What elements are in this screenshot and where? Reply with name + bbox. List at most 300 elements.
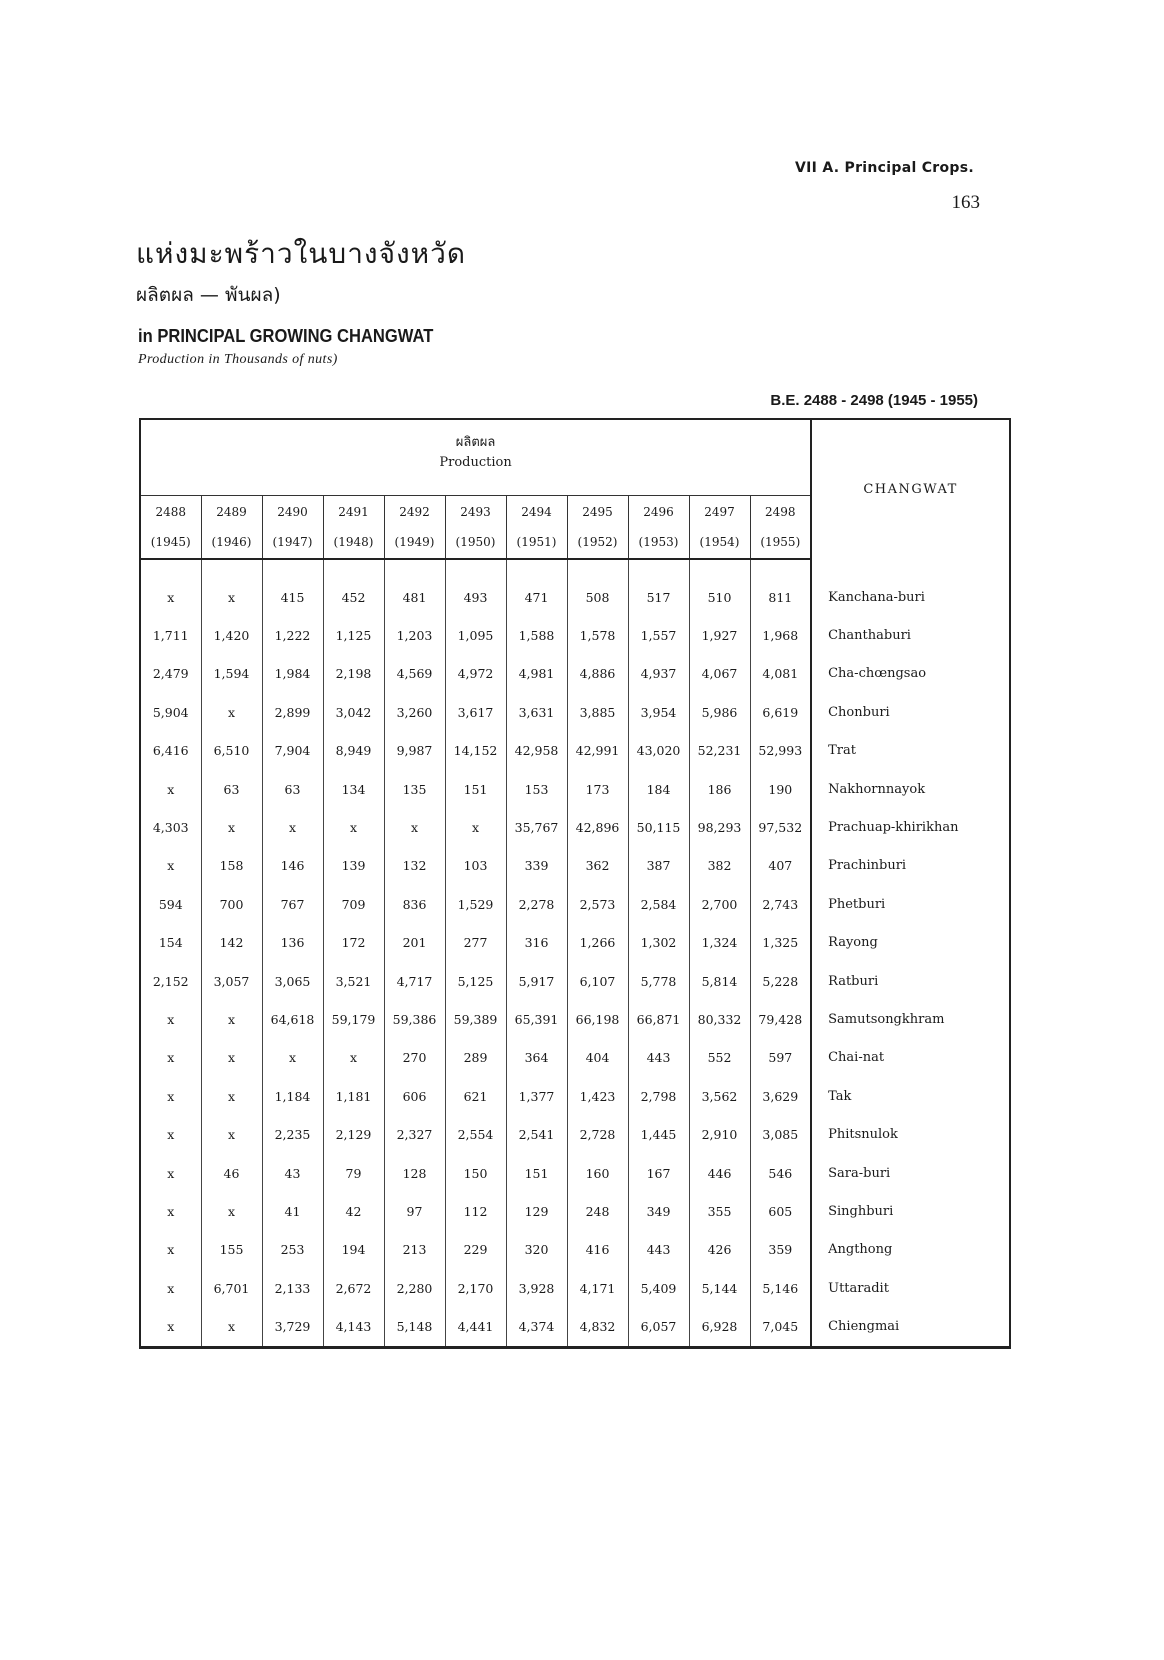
value-cell: 52,231 (689, 732, 750, 770)
year-header (750, 496, 811, 560)
table-row (140, 808, 1010, 846)
value-cell: 2,554 (445, 1115, 506, 1153)
value-cell: x (201, 1115, 262, 1153)
value-cell: 3,521 (323, 962, 384, 1000)
year-ce: (1952) (577, 535, 618, 549)
changwat-name: Phitsnulok (811, 1115, 1010, 1153)
value-cell: 8,949 (323, 732, 384, 770)
value-cell: 443 (628, 1231, 689, 1269)
table-row (140, 770, 1010, 808)
year-ce: (1954) (699, 535, 740, 549)
value-cell: x (140, 578, 201, 616)
value-cell: 517 (628, 578, 689, 616)
value-cell: 4,717 (384, 962, 445, 1000)
changwat-name: Prachinburi (811, 847, 1010, 885)
value-cell: 597 (750, 1039, 811, 1077)
value-cell: 6,416 (140, 732, 201, 770)
year-header (262, 496, 323, 560)
value-cell: 355 (689, 1192, 750, 1230)
value-cell: 605 (750, 1192, 811, 1230)
value-cell: 2,278 (506, 885, 567, 923)
year-header (506, 496, 567, 560)
value-cell: 1,445 (628, 1115, 689, 1153)
value-cell: 4,303 (140, 808, 201, 846)
value-cell: x (140, 1039, 201, 1077)
value-cell: 98,293 (689, 808, 750, 846)
value-cell: 2,327 (384, 1115, 445, 1153)
value-cell: 3,617 (445, 693, 506, 731)
value-cell: 3,085 (750, 1115, 811, 1153)
value-cell: 194 (323, 1231, 384, 1269)
english-subtitle: Production in Thousands of nuts) (138, 352, 338, 367)
value-cell: 151 (445, 770, 506, 808)
spacer-cell (384, 559, 445, 578)
value-cell: 2,198 (323, 655, 384, 693)
value-cell: x (262, 1039, 323, 1077)
value-cell: 3,954 (628, 693, 689, 731)
value-cell: 186 (689, 770, 750, 808)
value-cell: 97,532 (750, 808, 811, 846)
value-cell: 359 (750, 1231, 811, 1269)
value-cell: 4,441 (445, 1307, 506, 1347)
changwat-name: Tak (811, 1077, 1010, 1115)
value-cell: 277 (445, 924, 506, 962)
changwat-name: Sara-buri (811, 1154, 1010, 1192)
changwat-name: Samutsongkhram (811, 1000, 1010, 1038)
value-cell: 153 (506, 770, 567, 808)
spacer-cell (567, 559, 628, 578)
value-cell: 150 (445, 1154, 506, 1192)
value-cell: 65,391 (506, 1000, 567, 1038)
spacer-cell (811, 559, 1010, 578)
value-cell: 129 (506, 1192, 567, 1230)
value-cell: 9,987 (384, 732, 445, 770)
changwat-name: Chonburi (811, 693, 1010, 731)
table-row (140, 1039, 1010, 1077)
year-be: 2488 (155, 505, 187, 519)
value-cell: 546 (750, 1154, 811, 1192)
value-cell: 3,629 (750, 1077, 811, 1115)
value-cell: 160 (567, 1154, 628, 1192)
year-header (689, 496, 750, 560)
value-cell: 362 (567, 847, 628, 885)
value-cell: 700 (201, 885, 262, 923)
year-header (201, 496, 262, 560)
value-cell: 4,981 (506, 655, 567, 693)
value-cell: 80,332 (689, 1000, 750, 1038)
year-be: 2495 (582, 505, 613, 519)
value-cell: 41 (262, 1192, 323, 1230)
value-cell: 594 (140, 885, 201, 923)
value-cell: 1,529 (445, 885, 506, 923)
value-cell: 184 (628, 770, 689, 808)
value-cell: x (140, 1154, 201, 1192)
value-cell: 1,711 (140, 616, 201, 654)
value-cell: 709 (323, 885, 384, 923)
value-cell: 154 (140, 924, 201, 962)
changwat-name: Uttaradit (811, 1269, 1010, 1307)
value-cell: 42,896 (567, 808, 628, 846)
value-cell: 52,993 (750, 732, 811, 770)
production-header-thai: ผลิตผล (455, 435, 496, 450)
value-cell: 4,832 (567, 1307, 628, 1347)
year-header (384, 496, 445, 560)
changwat-name: Ratburi (811, 962, 1010, 1000)
value-cell: 552 (689, 1039, 750, 1077)
value-cell: 2,133 (262, 1269, 323, 1307)
value-cell: 6,619 (750, 693, 811, 731)
value-cell: 349 (628, 1192, 689, 1230)
value-cell: 158 (201, 847, 262, 885)
value-cell: 167 (628, 1154, 689, 1192)
year-ce: (1945) (150, 535, 191, 549)
value-cell: 2,152 (140, 962, 201, 1000)
value-cell: 6,057 (628, 1307, 689, 1347)
value-cell: 5,778 (628, 962, 689, 1000)
value-cell: 1,302 (628, 924, 689, 962)
changwat-name: Rayong (811, 924, 1010, 962)
value-cell: 836 (384, 885, 445, 923)
year-ce: (1949) (394, 535, 435, 549)
value-cell: 510 (689, 578, 750, 616)
value-cell: 4,937 (628, 655, 689, 693)
period-label: B.E. 2488 - 2498 (1945 - 1955) (770, 392, 978, 409)
spacer-cell (750, 559, 811, 578)
production-header (140, 419, 811, 496)
value-cell: 5,146 (750, 1269, 811, 1307)
table-row (140, 1000, 1010, 1038)
value-cell: 364 (506, 1039, 567, 1077)
value-cell: 3,885 (567, 693, 628, 731)
value-cell: 1,125 (323, 616, 384, 654)
value-cell: x (201, 1000, 262, 1038)
value-cell: 621 (445, 1077, 506, 1115)
changwat-name: Kanchana-buri (811, 578, 1010, 616)
value-cell: 3,729 (262, 1307, 323, 1347)
value-cell: 151 (506, 1154, 567, 1192)
production-table (139, 418, 1011, 1349)
value-cell: 35,767 (506, 808, 567, 846)
value-cell: x (201, 1077, 262, 1115)
value-cell: 426 (689, 1231, 750, 1269)
value-cell: 471 (506, 578, 567, 616)
value-cell: 79 (323, 1154, 384, 1192)
value-cell: 1,266 (567, 924, 628, 962)
changwat-name: Chanthaburi (811, 616, 1010, 654)
value-cell: 59,389 (445, 1000, 506, 1038)
value-cell: 5,986 (689, 693, 750, 731)
value-cell: 63 (262, 770, 323, 808)
value-cell: 404 (567, 1039, 628, 1077)
value-cell: 43,020 (628, 732, 689, 770)
value-cell: 6,928 (689, 1307, 750, 1347)
value-cell: 1,222 (262, 616, 323, 654)
value-cell: 4,972 (445, 655, 506, 693)
value-cell: x (140, 1077, 201, 1115)
value-cell: 6,510 (201, 732, 262, 770)
value-cell: x (201, 578, 262, 616)
value-cell: 42,991 (567, 732, 628, 770)
value-cell: x (262, 808, 323, 846)
table-row (140, 1077, 1010, 1115)
value-cell: x (140, 1000, 201, 1038)
value-cell: x (140, 770, 201, 808)
value-cell: 1,557 (628, 616, 689, 654)
changwat-name: Trat (811, 732, 1010, 770)
value-cell: 59,179 (323, 1000, 384, 1038)
changwat-header: CHANGWAT (811, 419, 1010, 559)
value-cell: 7,904 (262, 732, 323, 770)
year-be: 2496 (643, 505, 674, 519)
value-cell: 5,148 (384, 1307, 445, 1347)
value-cell: x (140, 1231, 201, 1269)
value-cell: 42 (323, 1192, 384, 1230)
table-row (140, 847, 1010, 885)
thai-subtitle: ผลิตผล — พันผล) (136, 284, 281, 306)
value-cell: 63 (201, 770, 262, 808)
table-row (140, 693, 1010, 731)
spacer-cell (140, 559, 201, 578)
value-cell: x (140, 847, 201, 885)
value-cell: 135 (384, 770, 445, 808)
value-cell: 3,631 (506, 693, 567, 731)
value-cell: 452 (323, 578, 384, 616)
year-be: 2491 (338, 505, 369, 519)
value-cell: 320 (506, 1231, 567, 1269)
spacer-cell (628, 559, 689, 578)
value-cell: 5,917 (506, 962, 567, 1000)
value-cell: x (201, 1307, 262, 1347)
value-cell: 2,584 (628, 885, 689, 923)
value-cell: 42,958 (506, 732, 567, 770)
value-cell: 2,129 (323, 1115, 384, 1153)
value-cell: 43 (262, 1154, 323, 1192)
value-cell: 59,386 (384, 1000, 445, 1038)
value-cell: 316 (506, 924, 567, 962)
value-cell: 2,700 (689, 885, 750, 923)
value-cell: 606 (384, 1077, 445, 1115)
changwat-name: Prachuap-khirikhan (811, 808, 1010, 846)
value-cell: 5,228 (750, 962, 811, 1000)
value-cell: 134 (323, 770, 384, 808)
value-cell: x (323, 808, 384, 846)
value-cell: 1,095 (445, 616, 506, 654)
year-be: 2492 (399, 505, 430, 519)
changwat-name: Phetburi (811, 885, 1010, 923)
value-cell: 5,904 (140, 693, 201, 731)
year-be: 2490 (277, 505, 308, 519)
value-cell: 3,065 (262, 962, 323, 1000)
section-heading: VII A. Principal Crops. (795, 160, 974, 176)
value-cell: 4,067 (689, 655, 750, 693)
changwat-name: Angthong (811, 1231, 1010, 1269)
value-cell: 14,152 (445, 732, 506, 770)
value-cell: 2,798 (628, 1077, 689, 1115)
year-header (323, 496, 384, 560)
value-cell: 407 (750, 847, 811, 885)
value-cell: 3,562 (689, 1077, 750, 1115)
value-cell: 416 (567, 1231, 628, 1269)
changwat-name: Cha-chœngsao (811, 655, 1010, 693)
value-cell: 3,042 (323, 693, 384, 731)
value-cell: 6,107 (567, 962, 628, 1000)
value-cell: 493 (445, 578, 506, 616)
value-cell: x (384, 808, 445, 846)
table-row (140, 1269, 1010, 1307)
value-cell: x (140, 1115, 201, 1153)
table-row (140, 655, 1010, 693)
value-cell: 1,578 (567, 616, 628, 654)
value-cell: 66,871 (628, 1000, 689, 1038)
value-cell: 7,045 (750, 1307, 811, 1347)
year-header (628, 496, 689, 560)
production-header-english: Production (439, 455, 512, 470)
value-cell: 2,235 (262, 1115, 323, 1153)
value-cell: 155 (201, 1231, 262, 1269)
value-cell: 4,569 (384, 655, 445, 693)
value-cell: 142 (201, 924, 262, 962)
value-cell: 3,260 (384, 693, 445, 731)
value-cell: x (323, 1039, 384, 1077)
table-row (140, 962, 1010, 1000)
table-row (140, 1115, 1010, 1153)
table-row (140, 1307, 1010, 1347)
value-cell: 1,423 (567, 1077, 628, 1115)
table-row (140, 578, 1010, 616)
english-title: in PRINCIPAL GROWING CHANGWAT (138, 326, 434, 346)
value-cell: 201 (384, 924, 445, 962)
value-cell: 1,984 (262, 655, 323, 693)
year-be: 2497 (704, 505, 735, 519)
spacer-cell (201, 559, 262, 578)
value-cell: 2,910 (689, 1115, 750, 1153)
value-cell: x (445, 808, 506, 846)
table-row (140, 616, 1010, 654)
value-cell: 64,618 (262, 1000, 323, 1038)
value-cell: 4,081 (750, 655, 811, 693)
value-cell: 139 (323, 847, 384, 885)
year-be: 2494 (521, 505, 552, 519)
value-cell: 128 (384, 1154, 445, 1192)
year-header (140, 496, 201, 560)
value-cell: x (201, 808, 262, 846)
value-cell: 1,377 (506, 1077, 567, 1115)
value-cell: 1,588 (506, 616, 567, 654)
value-cell: 811 (750, 578, 811, 616)
spacer-cell (323, 559, 384, 578)
value-cell: 213 (384, 1231, 445, 1269)
value-cell: 172 (323, 924, 384, 962)
value-cell: 1,420 (201, 616, 262, 654)
value-cell: 1,325 (750, 924, 811, 962)
value-cell: 2,743 (750, 885, 811, 923)
value-cell: 248 (567, 1192, 628, 1230)
value-cell: 132 (384, 847, 445, 885)
value-cell: 270 (384, 1039, 445, 1077)
value-cell: 2,672 (323, 1269, 384, 1307)
year-ce: (1951) (516, 535, 557, 549)
value-cell: 481 (384, 578, 445, 616)
value-cell: 112 (445, 1192, 506, 1230)
value-cell: 2,728 (567, 1115, 628, 1153)
value-cell: x (201, 1039, 262, 1077)
spacer-cell (506, 559, 567, 578)
spacer-cell (262, 559, 323, 578)
value-cell: 289 (445, 1039, 506, 1077)
value-cell: 3,928 (506, 1269, 567, 1307)
table-row (140, 1192, 1010, 1230)
value-cell: 4,886 (567, 655, 628, 693)
thai-title: แห่งมะพร้าวในบางจังหวัด (136, 237, 467, 270)
value-cell: 5,125 (445, 962, 506, 1000)
value-cell: 443 (628, 1039, 689, 1077)
year-ce: (1950) (455, 535, 496, 549)
value-cell: 2,899 (262, 693, 323, 731)
value-cell: x (201, 693, 262, 731)
table-row (140, 885, 1010, 923)
changwat-name: Chiengmai (811, 1307, 1010, 1347)
value-cell: 1,181 (323, 1077, 384, 1115)
value-cell: 97 (384, 1192, 445, 1230)
value-cell: x (140, 1192, 201, 1230)
value-cell: 1,927 (689, 616, 750, 654)
value-cell: 136 (262, 924, 323, 962)
value-cell: 1,184 (262, 1077, 323, 1115)
changwat-name: Nakhornnayok (811, 770, 1010, 808)
value-cell: 66,198 (567, 1000, 628, 1038)
value-cell: 103 (445, 847, 506, 885)
value-cell: x (201, 1192, 262, 1230)
year-be: 2498 (765, 505, 796, 519)
value-cell: 767 (262, 885, 323, 923)
year-ce: (1947) (272, 535, 313, 549)
value-cell: 2,170 (445, 1269, 506, 1307)
year-ce: (1946) (211, 535, 252, 549)
page-number: 163 (951, 192, 980, 213)
value-cell: 173 (567, 770, 628, 808)
changwat-name: Singhburi (811, 1192, 1010, 1230)
value-cell: 46 (201, 1154, 262, 1192)
value-cell: 2,280 (384, 1269, 445, 1307)
value-cell: 1,203 (384, 616, 445, 654)
table-row (140, 1154, 1010, 1192)
value-cell: x (140, 1269, 201, 1307)
value-cell: 4,143 (323, 1307, 384, 1347)
value-cell: 508 (567, 578, 628, 616)
value-cell: 4,374 (506, 1307, 567, 1347)
value-cell: 146 (262, 847, 323, 885)
value-cell: 2,573 (567, 885, 628, 923)
value-cell: 2,479 (140, 655, 201, 693)
table-row (140, 924, 1010, 962)
value-cell: 5,814 (689, 962, 750, 1000)
value-cell: 6,701 (201, 1269, 262, 1307)
table-row (140, 732, 1010, 770)
value-cell: 1,594 (201, 655, 262, 693)
value-cell: 415 (262, 578, 323, 616)
changwat-name: Chai-nat (811, 1039, 1010, 1077)
year-ce: (1953) (638, 535, 679, 549)
spacer-cell (689, 559, 750, 578)
value-cell: 190 (750, 770, 811, 808)
value-cell: 229 (445, 1231, 506, 1269)
value-cell: 3,057 (201, 962, 262, 1000)
value-cell: 50,115 (628, 808, 689, 846)
value-cell: 5,144 (689, 1269, 750, 1307)
spacer-cell (445, 559, 506, 578)
value-cell: 446 (689, 1154, 750, 1192)
value-cell: 339 (506, 847, 567, 885)
